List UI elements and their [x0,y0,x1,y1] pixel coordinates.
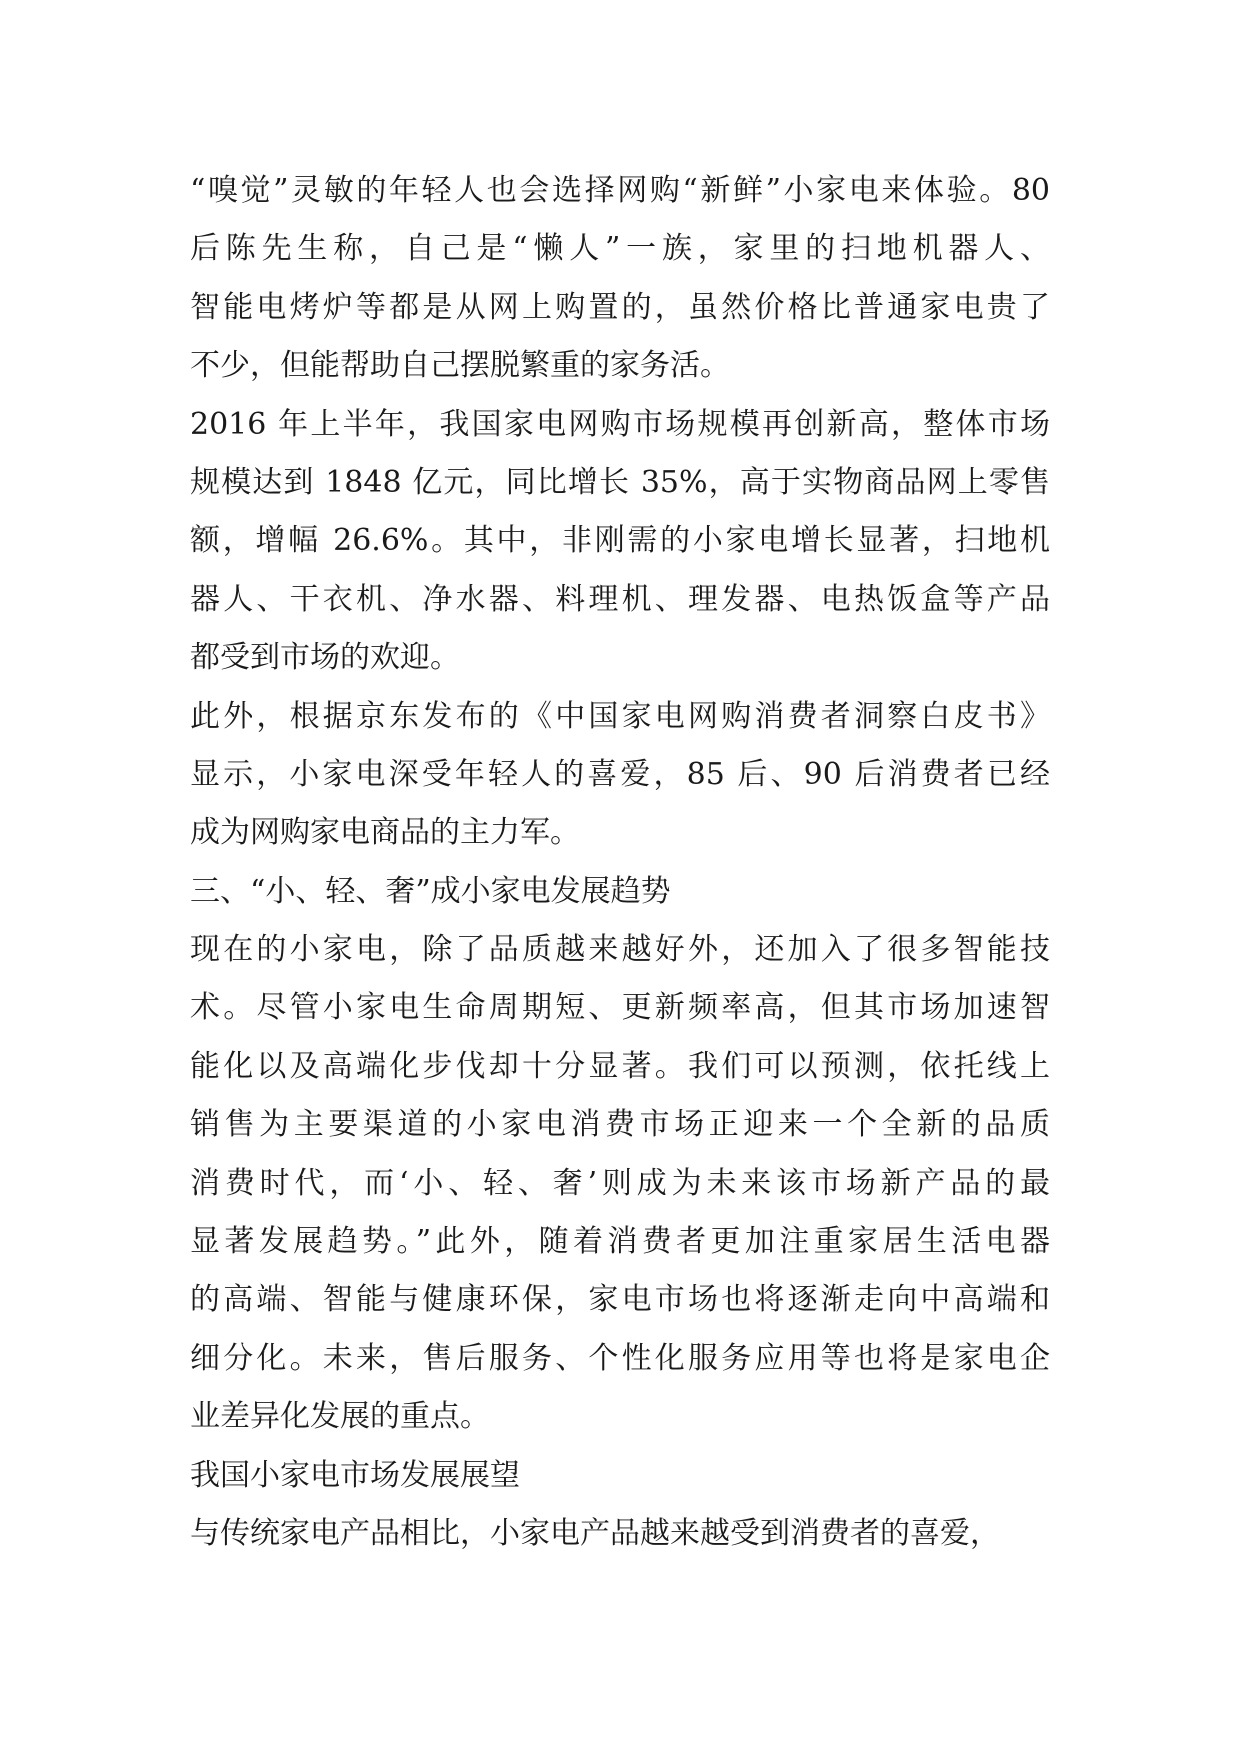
text-line: 此外，根据京东发布的《中国家电网购消费者洞察白皮书》 [190,698,1050,734]
text-line: 三、“小、轻、奢”成小家电发展趋势 [190,873,671,909]
text-line: 现在的小家电，除了品质越来越好外，还加入了很多智能技 [190,932,1050,968]
text-line: 显示，小家电深受年轻人的喜爱，85 后、90 后消费者已经 [190,756,1050,792]
text-line: 与传统家电产品相比，小家电产品越来越受到消费者的喜爱， [190,1515,1000,1551]
text-line: 业差异化发展的重点。 [190,1399,490,1435]
text-line: 细分化。未来，售后服务、个性化服务应用等也将是家电企 [190,1340,1050,1376]
text-line: 智能电烤炉等都是从网上购置的，虽然价格比普通家电贵了 [190,289,1050,325]
text-line: 额，增幅 26.6%。其中，非刚需的小家电增长显著，扫地机 [190,523,1050,559]
text-line: “嗅觉”灵敏的年轻人也会选择网购“新鲜”小家电来体验。80 [190,173,1050,208]
text-line: 都受到市场的欢迎。 [190,640,460,676]
text-line: 的高端、智能与健康环保，家电市场也将逐渐走向中高端和 [190,1282,1050,1318]
text-line: 我国小家电市场发展展望 [190,1457,520,1493]
text-line: 能化以及高端化步伐却十分显著。我们可以预测，依托线上 [190,1048,1050,1084]
text-line: 后陈先生称，自己是“懒人”一族，家里的扫地机器人、 [190,231,1050,267]
text-line: 显著发展趋势。”此外，随着消费者更加注重家居生活电器 [190,1224,1050,1260]
text-line: 2016 年上半年，我国家电网购市场规模再创新高，整体市场 [190,406,1050,442]
text-line: 器人、干衣机、净水器、料理机、理发器、电热饭盒等产品 [190,581,1050,617]
document-body [190,162,1050,1563]
text-line: 不少，但能帮助自己摆脱繁重的家务活。 [190,348,730,384]
text-line: 规模达到 1848 亿元，同比增长 35%，高于实物商品网上零售 [190,464,1050,500]
text-line: 销售为主要渠道的小家电消费市场正迎来一个全新的品质 [190,1107,1050,1143]
text-line: 消费时代，而‘小、轻、奢’则成为未来该市场新产品的最 [190,1165,1050,1201]
text-line: 成为网购家电商品的主力军。 [190,815,580,851]
text-line: 术。尽管小家电生命周期短、更新频率高，但其市场加速智 [190,990,1050,1026]
